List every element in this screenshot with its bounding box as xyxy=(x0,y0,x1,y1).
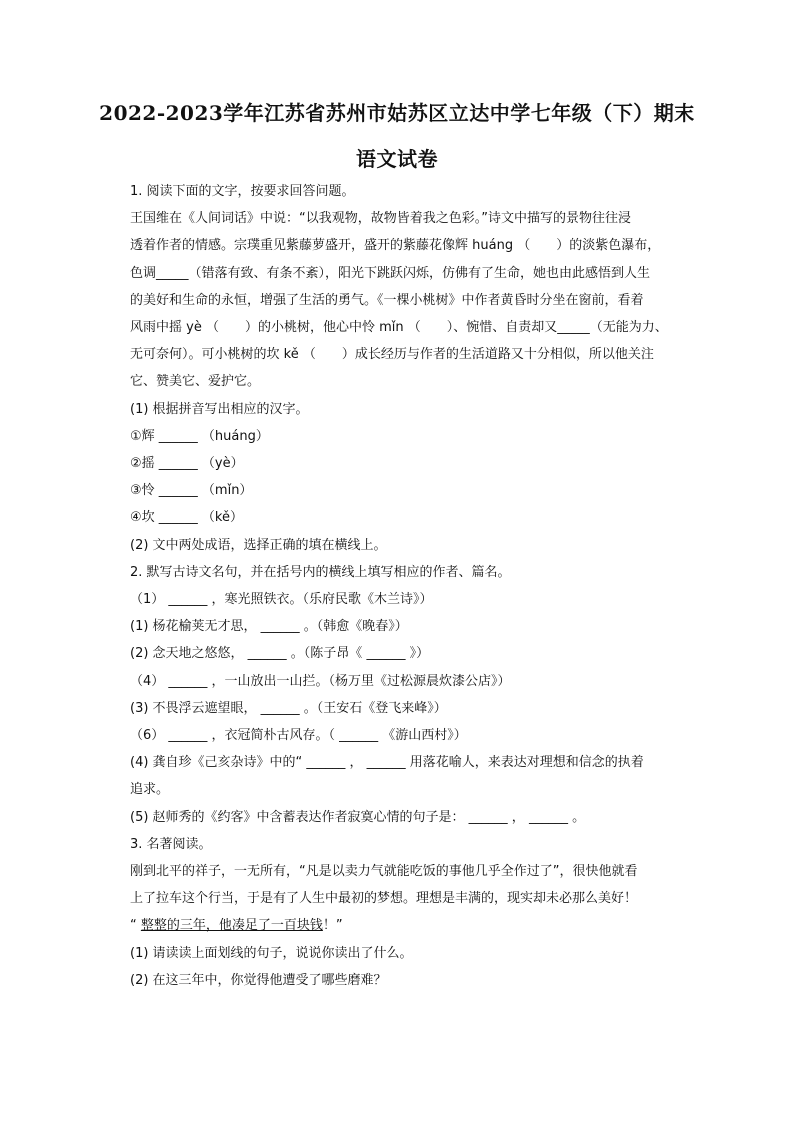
recitation-item-continued: 追求。 xyxy=(130,782,170,798)
recitation-item: （4） ______ ，一山放出一山拦。（杨万里《过松源晨炊漆公店》） xyxy=(130,673,511,689)
exam-content xyxy=(130,178,700,994)
recitation-item: (1) 杨花榆荚无才思， ______ 。（韩愈《晚春》） xyxy=(130,619,408,635)
sub-question: (1) 根据拼音写出相应的汉字。 xyxy=(130,401,309,417)
pinyin-item: ①辉 ______ （huáng） xyxy=(130,428,269,444)
passage-line: 透着作者的情感。宗璞重见紫藤萝盛开，盛开的紫藤花像辉 huáng （ ）的淡紫色瀑布， xyxy=(130,238,661,254)
passage-line: 的美好和生命的永恒，增强了生活的勇气。《一棵小桃树》中作者黄昏时分坐在窗前，看着 xyxy=(130,292,644,308)
passage-line: 王国维在《人间词话》中说：“以我观物，故物皆着我之色彩。”诗文中描写的景物往往浸 xyxy=(130,211,631,227)
sub-question: (2) 在这三年中，你觉得他遭受了哪些磨难？ xyxy=(130,972,387,988)
passage-line: 无可奈何）。可小桃树的坎 kě （ ）成长经历与作者的生活道路又十分相似，所以他关注 xyxy=(130,347,654,363)
passage-line: 色调_____（错落有致、有条不紊），阳光下跳跃闪烁，仿佛有了生命，她也由此感悟到人生 xyxy=(130,265,651,281)
exam-title-line1: 2022-2023学年江苏省苏州市姑苏区立达中学七年级（下）期末 xyxy=(99,101,695,125)
recitation-item: （1） ______ ，寒光照铁衣。（乐府民歌《木兰诗》） xyxy=(130,592,433,608)
sub-question: (2) 文中两处成语，选择正确的填在横线上。 xyxy=(130,537,387,553)
question-2-heading: 2. 默写古诗文名句，并在括号内的横线上填写相应的作者、篇名。 xyxy=(130,564,511,580)
recitation-item: (4) 龚自珍《己亥杂诗》中的“ ______ ， ______ 用落花喻人，来表达对理想和信念的执着 xyxy=(130,755,644,771)
pinyin-item: ③怜 ______ （mǐn） xyxy=(130,483,253,499)
recitation-item: （6） ______ ，衣冠简朴古风存。（ ______ 《游山西村》） xyxy=(130,728,467,744)
passage-line: 风雨中摇 yè （ ）的小桃树，他心中怜 mǐn （ ）、惋惜、自责却又_____（无能为力、 xyxy=(130,320,668,336)
pinyin-item: ④坎 ______ （kě） xyxy=(130,510,243,526)
underlined-quote xyxy=(130,912,700,939)
quote-underlined-text: 整整的三年，他凑足了一百块钱 xyxy=(140,918,323,934)
quote-close: ！” xyxy=(322,918,343,934)
question-1-heading: 1. 阅读下面的文字，按要求回答问题。 xyxy=(130,184,355,199)
reading-passage-line: 上了拉车这个行当，于是有了人生中最初的梦想。理想是丰满的，现实却未必那么美好！ xyxy=(130,891,638,907)
recitation-item: (2) 念天地之悠悠， ______ 。（陈子昂《 ______ 》） xyxy=(130,646,430,662)
pinyin-item: ②摇 ______ （yè） xyxy=(130,456,244,472)
reading-passage-line: 刚到北平的祥子，一无所有，“凡是以卖力气就能吃饭的事他几乎全作过了”，很快他就看 xyxy=(130,864,638,880)
exam-title-line2: 语文试卷 xyxy=(356,147,438,171)
recitation-item: (3) 不畏浮云遮望眼， ______ 。（王安石《登飞来峰》） xyxy=(130,700,447,716)
recitation-item: (5) 赵师秀的《约客》中含蓄表达作者寂寞心情的句子是： ______ ， ______ 。 xyxy=(130,809,586,825)
passage-line: 它、赞美它、爱护它。 xyxy=(130,374,261,390)
question-3-heading: 3. 名著阅读。 xyxy=(130,836,212,852)
sub-question: (1) 请读读上面划线的句子，说说你读出了什么。 xyxy=(130,945,413,961)
quote-open: “ xyxy=(130,918,141,934)
